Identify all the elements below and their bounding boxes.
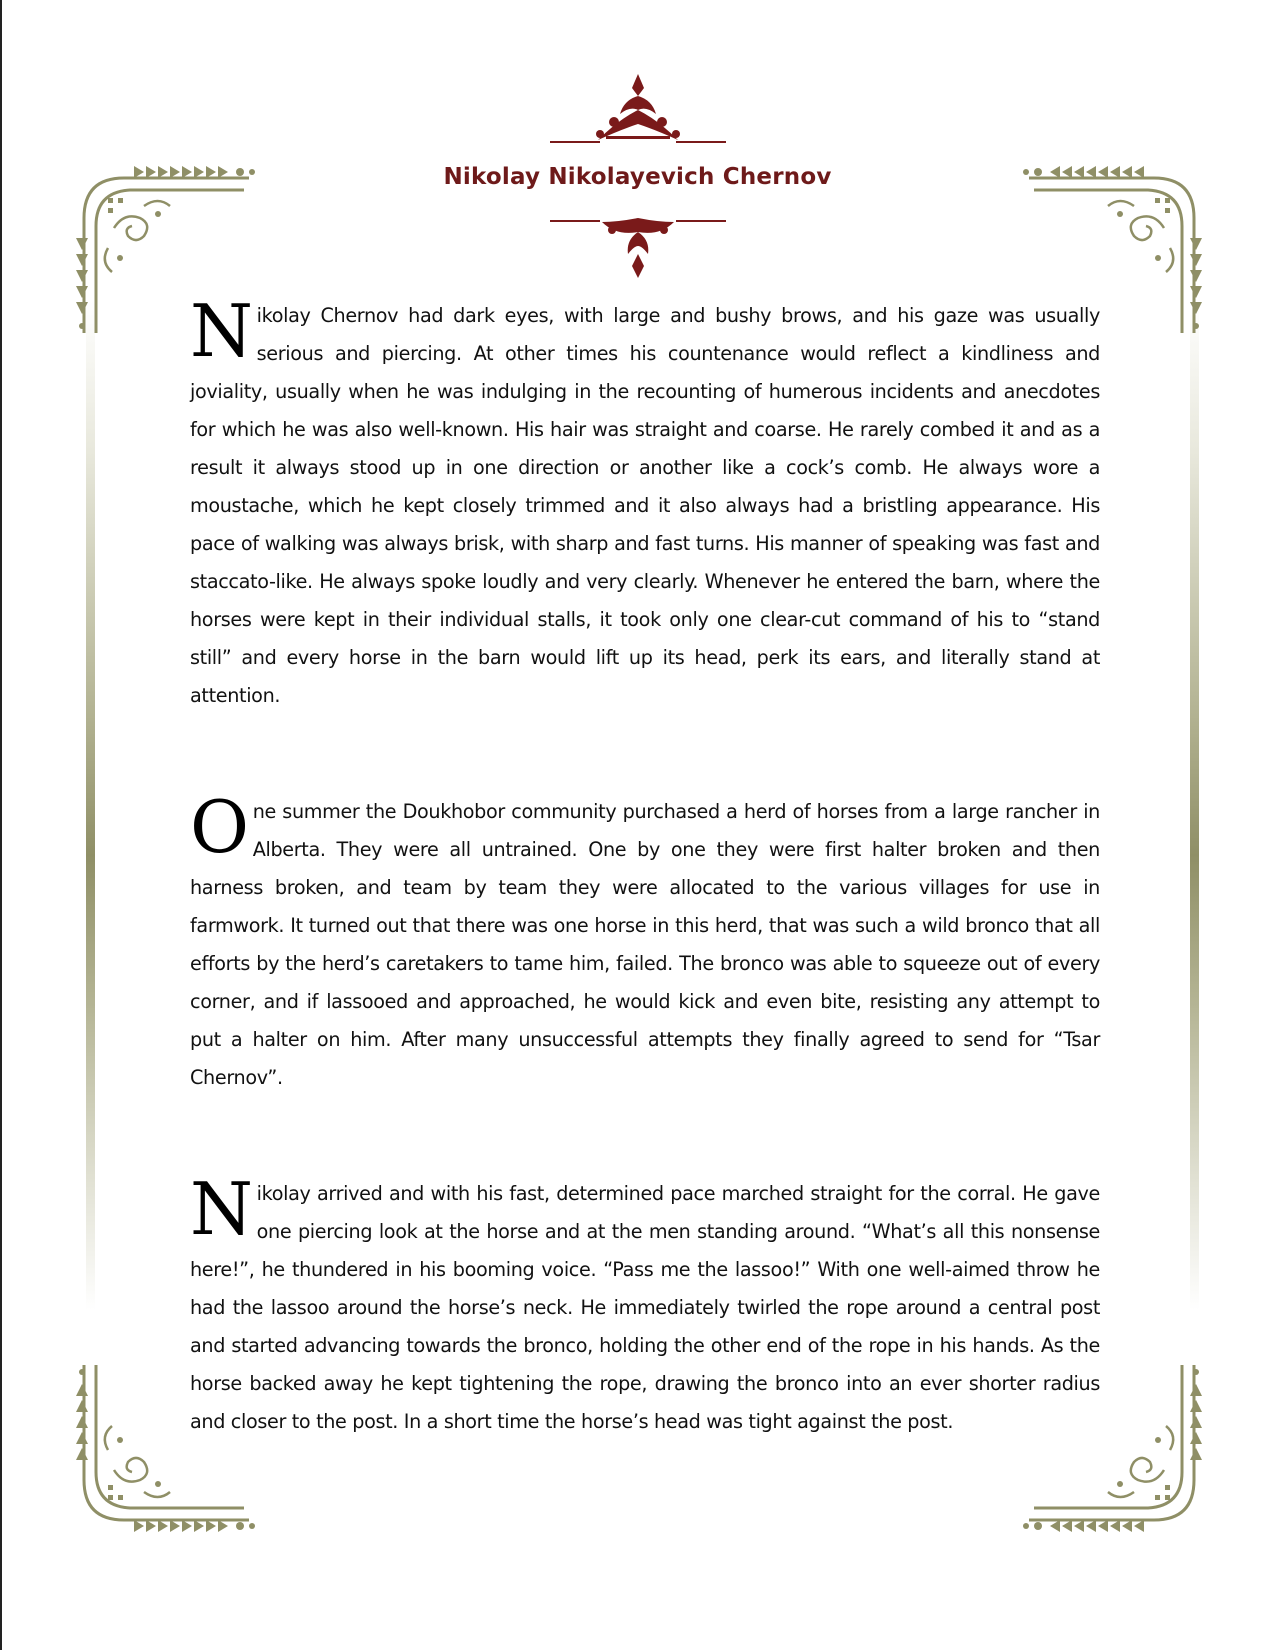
paragraph-1-text: ikolay Chernov had dark eyes, with large and bushy brows, and his gaze was usually serious and piercing. At other times his countenance would reflect a kindliness and joviality, usually when he was indulging in the recounting of humerous incidents and anecdotes for which he was also well-known. His hair was straight and coarse. He rarely combed it and as a result it always stood up in one direction or another like a cock’s comb. He always wore a moustache, which he kept closely trimmed and it also always had a bristling appearance. His pace of walking was always brisk, with sharp and fast turns. His manner of speaking was fast and staccato-like. He always spoke loudly and very clearly. Whenever he entered the barn, where the horses were kept in their individual stalls, it took only one clear-cut command of his to “stand still” and every horse in the barn would lift up its head, perk its ears, and literally stand at attention. <box>190 304 1100 707</box>
drop-cap-3: N <box>190 1167 253 1251</box>
paragraph-3 <box>190 1167 1100 1441</box>
left-border-bar <box>86 300 95 1310</box>
drop-cap-2: O <box>190 785 249 869</box>
drop-cap-1: N <box>190 289 253 373</box>
right-border-bar <box>1190 300 1199 1310</box>
paragraph-3-text: ikolay arrived and with his fast, determined pace marched straight for the corral. He gave one piercing look at the horse and at the men standing around. “What’s all this nonsense here!”, he thundered in his booming voice. “Pass me the lassoo!” With one well-aimed throw he had the lassoo around the horse’s neck. He immediately twirled the rope around a central post and started advancing towards the bronco, holding the other end of the rope in his hands. As the horse backed away he kept tightening the rope, drawing the bronco into an ever shorter radius and closer to the post. In a short time the horse’s head was tight against the post. <box>190 1182 1100 1433</box>
title-ornament-top <box>550 74 726 154</box>
paragraph-1 <box>190 289 1100 715</box>
paragraph-2 <box>190 785 1100 1097</box>
paragraph-2-text: ne summer the Doukhobor community purchased a herd of horses from a large rancher in Alberta. They were all untrained. One by one they were first halter broken and then harness broken, and team by team they were allocated to the various villages for use in farmwork. It turned out that there was one horse in this herd, that was such a wild bronco that all efforts by the herd’s caretakers to tame him, failed. The bronco was able to squeeze out of every corner, and if lassooed and approached, he would kick and even bite, resisting any attempt to put a halter on him. After many unsuccessful attempts they finally agreed to send for “Tsar Chernov”. <box>190 800 1100 1089</box>
title-ornament-bottom <box>550 212 726 280</box>
page-edge <box>0 0 2 1650</box>
page-title: Nikolay Nikolayevich Chernov <box>443 164 832 190</box>
